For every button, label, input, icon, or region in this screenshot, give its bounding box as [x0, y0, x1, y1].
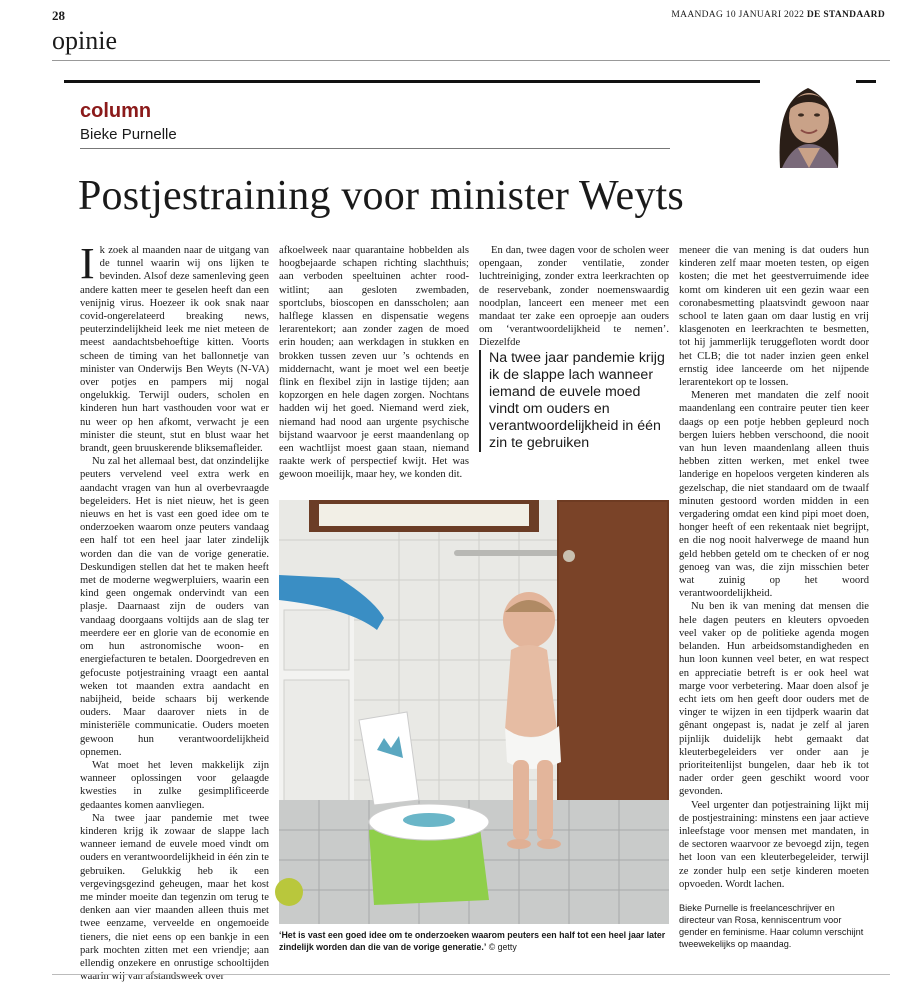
photo-caption	[279, 930, 671, 953]
pull-quote: Na twee jaar pandemie krijg ik de slappe lach wanneer iemand de euvele moed vindt om ouders en verantwoordelijkheid in één zin te gebruiken	[479, 350, 669, 452]
article-photo	[279, 500, 669, 924]
article-column-3	[479, 244, 669, 349]
paragraph: Nu ben ik van mening dat mensen die hele dagen peuters en kleuters opvoeden veel vaker op de politieke agenda mogen belanden. Hun arbeidsomstandigheden en hun loon kunnen veel beter, en wat respect en appreciatie betreft is er ook heel wat marge voor verbetering. Maar doen alsof je echt iets om hen geeft door ouders met de vinger te wijzen in een tijdperk waarin dat gênant ongepast is, nadat je zelf al jaren pijnlijk duidelijk hebt gemaakt dat kleuterbegeleiders ver onder aan je prioriteitenlijst bungelen, daar heb ik tot nader order geen geschikt woord voor gevonden.	[679, 601, 869, 798]
article-top-rule	[64, 80, 876, 83]
paragraph: Nu zal het allemaal best, dat onzindelijke peuters vervelend veel extra werk en aandacht vragen van hun al overbevraagde begeleiders. Het is niet nieuw, het is geen nieuws en het is vast een goed idee om te onderzoeken waarom onze peuters vandaag een half tot een heel jaar later zindelijk worden dan die van de vorige generatie. Deskundigen stellen dat het te maken heeft met de moderne wegwerpluiers, waarin een kind geen ongemak ondervindt van een plasje. Daarnaast zijn de ouders van vandaag doorgaans voltijds aan de slag ter meerdere eer en glorie van de economie en om hun astronomische woon- en energiefacturen te betalen. Doorgedreven en gefocuste potjestraining vraagt een aantal weken tot maanden extra aandacht en nabijheid, beide schaars bij werkende ouders. Maar daarover niets in de ministeriële communicatie. Ouders moeten gewoon hun verantwoordelijkheid opnemen.	[80, 456, 269, 758]
page-number: 28	[52, 8, 65, 23]
column-author: Bieke Purnelle	[80, 126, 177, 143]
drop-cap: I	[80, 239, 95, 288]
paper-name: DE STANDAARD	[806, 10, 885, 20]
footer-rule	[52, 974, 890, 975]
paragraph: meneer die van mening is dat ouders hun kinderen zelf maar moeten testen, op eigen kosten; die met het geestverruimende idee komt om kinderen uit een gezin waar een coronabesmetting plaatsvindt gewoon naar school te laten gaan om daar lustig en vrij klasgenoten en leerkrachten te besmetten, tot hij jammerlijk teruggefloten wordt door het CLB; die tot nader inzien geen enkel ernstig idee lanceerde om het nijpende lerarentekort op te lossen.	[679, 245, 869, 389]
paragraph: Veel urgenter dan potjestraining lijkt mij de postjestraining: minstens een jaar actieve inleefstage voor mensen met mandaten, in de sectoren waarvoor ze bevoegd zijn, tegen het loon van een kleuterbegeleider, terwijl ze zonder hulp een setje kinderen moeten opvoeden. Wordt lachen.	[679, 799, 869, 890]
article-column-2	[279, 244, 469, 494]
paragraph: Na twee jaar pandemie met twee kinderen krijg ik zowaar de slappe lach wanneer iemand de euvele moed vindt om ouders en verantwoordelijkheid in één zin te gebruiken. Gelukkig heb ik een vergevingsgezind geheugen, maar het kost me minder moeite dan tegenzin om terug te denken aan vier maanden alleen thuis met twee eenzame, verveelde en ongemoeide tieners, die niet eens op een bankje in een park mochten zitten met een vriendje; aan ellendig onzekere en onrustige schooltijden waarin wij van afstandsweek over	[80, 812, 269, 983]
label-rule	[80, 148, 670, 149]
column-label: column	[80, 100, 152, 122]
paragraph: Meneren met mandaten die zelf nooit maandenlang een contraire peuter tien keer daags op een potje hebben gepleurd noch bergen luiers hebben verschoond, die nooit van hun leven maandenlang alleen thuis hebben zitten werken, met enkel twee landerige en hopeloos vergeten kinderen als gezelschap, die niet standaard om de twaalf minuten gestoord worden midden in een vergadering omdat een kind pipi moet doen, honger heeft of een rekentaak niet begrijpt, en die nog nooit halverwege de maand hun geld hebben geteld om te checken of er nog genoeg van was, die zijn misschien beter wat zuinig op het woord verantwoordelijkheid.	[679, 390, 869, 600]
header-rule	[52, 60, 890, 61]
paragraph: Wat moet het leven makkelijk zijn wanneer oplossingen voor gelaagde kwesties in zulke gesimplificeerde gedaantes komen aanvliegen.	[80, 759, 269, 811]
caption-quote: ‘Het is vast een goed idee om te onderzoeken waarom peuters een half tot een heel jaar later zindelijk worden dan die van de vorige generatie.’	[279, 930, 666, 952]
paragraph: Ik zoek al maanden naar de uitgang van de tunnel waarin wij ons lijken te bevinden. Alsof deze samenleving geen andere katten meer te geselen heeft dan een venijnig virus. Hoezeer ik ook snak naar covid-ongerelateerd breaking news, peuterzindelijkheid leek me niet meteen de meest aandachtsbehoeftige kitten. Voorts scheen de timing van het ballonnetje van minister van Onderwijs Ben Weyts (N-VA) over potjes en pampers mij nogal ongelukkig. Terwijl ouders, scholen en kinderen hun hart vasthouden voor wat er nu weer op hen afkomt, verwacht je een minister die steunt, stut en blust waar het brandt, geen bruuskerende bliksemafleider.	[80, 239, 269, 455]
headline: Postjestraining voor minister Weyts	[78, 173, 684, 219]
photo-credit: © getty	[488, 941, 517, 952]
author-portrait	[760, 70, 856, 168]
masthead	[671, 10, 885, 20]
article-column-4	[679, 244, 869, 890]
paragraph: En dan, twee dagen voor de scholen weer opengaan, zonder ventilatie, zonder luchtreiniging, zonder extra leerkrachten op de reservebank, zonder noemenswaardig noodplan, lanceert een meneer met een mandaat ter zake een oproepje aan ouders om ‘verantwoordelijkheid te nemen’. Diezelfde	[479, 245, 669, 349]
author-bio: Bieke Purnelle is freelanceschrijver en directeur van Rosa, kenniscentrum voor gender en feminisme. Haar column verschijnt tweewekelijks op maandag.	[679, 903, 864, 949]
issue-date: MAANDAG 10 JANUARI 2022	[671, 10, 805, 20]
paragraph: afkoelweek naar quarantaine hobbelden als hoogbejaarde schapen richting slachthuis; aan verboden speeltuinen achter rood-witlint; aan gesloten zwembaden, sportclubs, bioscopen en dansscholen; aan halflege klassen en dispensatie wegens lerarentekort; aan zonder zagen de moed erin houden; aan werkdagen in stukken en brokken tussen zeven uur ’s ochtends en middernacht, want je moet wel een beetje flink en flexibel zijn in lastige tijden; aan kopzorgen en hele dagen zorgen. Nochtans hadden wij het goed. Niemand werd ziek, niemand had nood aan urgente psychische bijstand waarvoor je eerst maandenlang op een wachtlijst moest gaan staan, niemand raakte werk of perspectief kwijt. Het was gewoon moeilijk, maar hey, we konden dit.	[279, 245, 469, 481]
section-title: opinie	[52, 26, 117, 55]
article-column-1	[80, 239, 269, 983]
